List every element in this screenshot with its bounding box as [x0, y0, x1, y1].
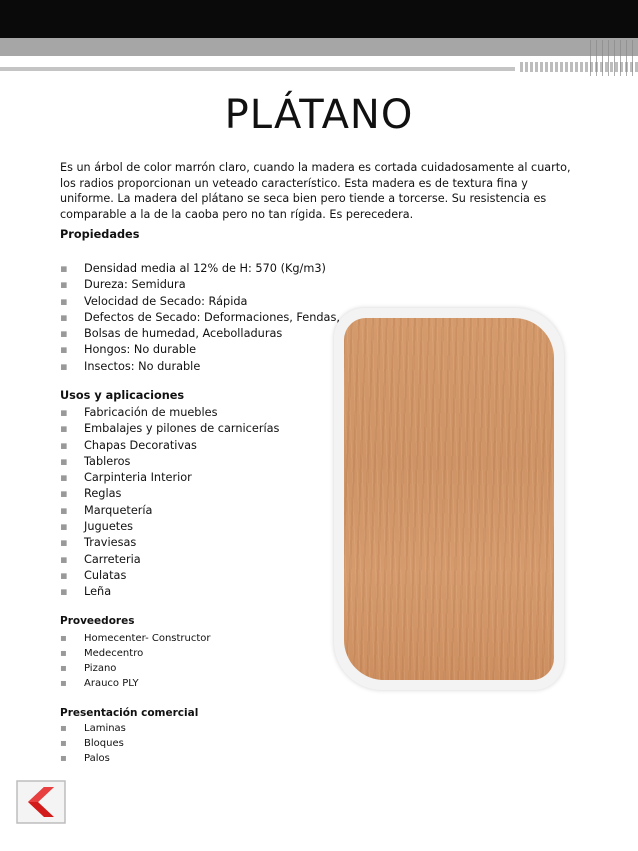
bullet-icon: ▪ [60, 422, 68, 436]
usos-item [60, 470, 279, 486]
usos-item-text: Embalajes y pilones de carnicerías [84, 422, 280, 436]
proveedores-heading: Proveedores [60, 615, 135, 627]
bullet-icon: ▪ [60, 663, 67, 674]
presentacion-item-text: Palos [84, 753, 110, 764]
propiedades-item [60, 277, 340, 293]
bullet-icon: ▪ [60, 520, 68, 534]
usos-item [60, 421, 279, 437]
usos-item-text: Carpinteria Interior [84, 471, 192, 485]
usos-item [60, 535, 279, 551]
bullet-icon: ▪ [60, 678, 67, 689]
propiedades-item-text: Defectos de Secado: Deformaciones, Fendas, [84, 310, 340, 324]
propiedades-item [60, 261, 340, 277]
presentacion-item-text: Laminas [84, 723, 126, 734]
bullet-icon: ▪ [60, 294, 68, 308]
bullet-icon: ▪ [60, 753, 67, 764]
presentacion-heading: Presentación comercial [60, 707, 199, 719]
usos-item [60, 486, 279, 502]
propiedades-item-text: Dureza: Semidura [84, 278, 186, 292]
usos-item-text: Fabricación de muebles [84, 406, 218, 419]
bullet-icon: ▪ [60, 723, 67, 734]
usos-item-text: Tableros [84, 454, 131, 468]
usos-item-text: Marquetería [84, 503, 153, 517]
usos-item [60, 503, 279, 519]
bullet-icon: ▪ [60, 487, 68, 501]
usos-item [60, 568, 279, 584]
bullet-icon: ▪ [60, 552, 68, 566]
bullet-icon: ▪ [60, 648, 67, 659]
bullet-icon: ▪ [60, 738, 67, 749]
bullet-icon: ▪ [60, 585, 68, 599]
bullet-icon: ▪ [60, 438, 68, 452]
presentacion-item-text: Bloques [84, 738, 124, 749]
propiedades-item-text: Hongos: No durable [84, 343, 197, 357]
propiedades-list [60, 261, 340, 375]
propiedades-item [60, 359, 340, 375]
bullet-icon: ▪ [60, 359, 68, 373]
bullet-icon: ▪ [60, 471, 68, 485]
proveedores-item [60, 646, 211, 661]
propiedades-item [60, 342, 340, 358]
presentacion-item [60, 751, 126, 766]
presentacion-item [60, 736, 126, 751]
usos-item-text: Juguetes [84, 520, 134, 534]
usos-item-text: Culatas [84, 568, 127, 582]
bullet-icon: ▪ [60, 343, 68, 357]
bullet-icon: ▪ [60, 406, 68, 419]
header-divider-line [0, 67, 515, 71]
usos-item [60, 584, 279, 600]
usos-item-text: Traviesas [84, 536, 137, 550]
presentacion-item [60, 721, 126, 736]
usos-item [60, 454, 279, 470]
proveedores-item-text: Arauco PLY [84, 678, 139, 689]
usos-item [60, 519, 279, 535]
header-gray-band [0, 38, 638, 56]
bullet-icon: ▪ [60, 454, 68, 468]
propiedades-item-text: Bolsas de humedad, Acebolladuras [84, 327, 283, 341]
usos-item [60, 552, 279, 568]
usos-item-text: Carreteria [84, 552, 141, 566]
wood-sample-image [344, 318, 554, 680]
intro-paragraph: Es un árbol de color marrón claro, cuando la madera es cortada cuidadosamente al cuarto, los radios proporcionan un veteado característico. Esta madera es de textura fina y uniforme. La madera del plátano se seca bien pero tiende a torcerse. Su resistencia es comparable a la de la caoba pero no tan rígida. Es perecedera. [60, 161, 571, 221]
usos-list [60, 405, 279, 601]
header-black-bar [0, 0, 638, 38]
proveedores-item-text: Homecenter- Constructor [84, 633, 211, 644]
propiedades-item [60, 294, 340, 310]
usos-item [60, 405, 279, 421]
header-decorative-lines [590, 40, 638, 76]
usos-item-text: Reglas [84, 487, 122, 501]
page-title: PLÁTANO [224, 92, 414, 138]
bullet-icon: ▪ [60, 327, 68, 341]
proveedores-item [60, 676, 211, 691]
proveedores-list [60, 631, 211, 691]
propiedades-item-text: Velocidad de Secado: Rápida [84, 294, 248, 308]
bullet-icon: ▪ [60, 568, 68, 582]
propiedades-item-text: Densidad media al 12% de H: 570 (Kg/m3) [84, 262, 326, 275]
propiedades-item [60, 326, 340, 342]
bullet-icon: ▪ [60, 536, 68, 550]
back-arrow-icon[interactable] [14, 778, 68, 826]
proveedores-item-text: Medecentro [84, 648, 144, 659]
usos-heading: Usos y aplicaciones [60, 389, 185, 402]
usos-item-text: Leña [84, 585, 112, 599]
bullet-icon: ▪ [60, 262, 68, 275]
bullet-icon: ▪ [60, 503, 68, 517]
bullet-icon: ▪ [60, 310, 68, 324]
propiedades-item [60, 310, 340, 326]
proveedores-item-text: Pizano [84, 663, 117, 674]
usos-item-text: Chapas Decorativas [84, 438, 197, 452]
proveedores-item [60, 661, 211, 676]
proveedores-item [60, 631, 211, 646]
propiedades-item-text: Insectos: No durable [84, 359, 201, 373]
propiedades-heading: Propiedades [60, 228, 140, 241]
bullet-icon: ▪ [60, 278, 68, 292]
bullet-icon: ▪ [60, 633, 67, 644]
presentacion-list [60, 721, 126, 766]
usos-item [60, 438, 279, 454]
